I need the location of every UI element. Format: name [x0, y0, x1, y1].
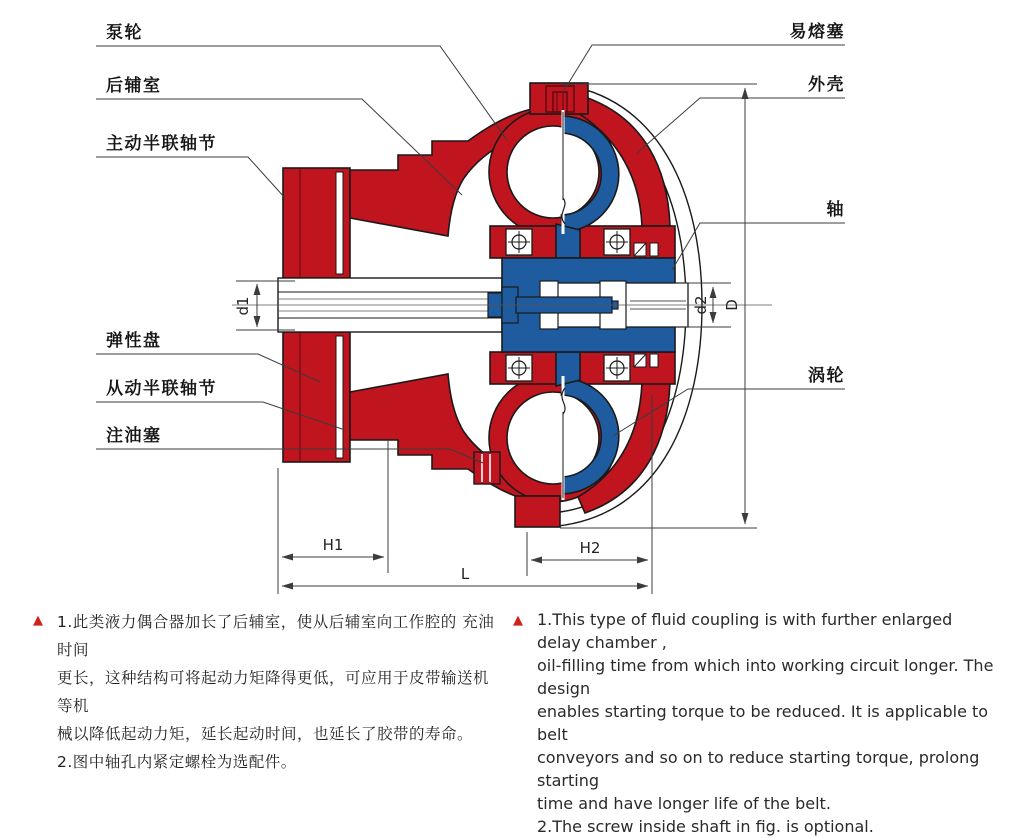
triangle-bullet-icon: ▲	[513, 613, 523, 628]
note-chinese	[33, 608, 501, 776]
label-casing: 外壳	[808, 75, 845, 95]
label-pump-wheel: 泵轮	[106, 23, 143, 43]
note-english	[513, 608, 999, 838]
note-en-line-3: enables starting torque to be reduced. It is applicable to belt	[537, 702, 989, 744]
note-zh-line-4: 2.图中轴孔内紧定螺栓为选配件。	[57, 753, 297, 771]
note-en-line-4: conveyors and so on to reduce starting torque, prolong starting	[537, 748, 980, 790]
dim-L: L	[460, 565, 470, 583]
note-zh-line-1: 1.此类液力偶合器加长了后辅室，使从后辅室向工作腔的 充油时间	[57, 613, 495, 659]
part-fusible-plug	[530, 83, 588, 114]
note-zh-line-3: 械以降低起动力矩，延长起动时间，也延长了胶带的寿命。	[57, 725, 474, 743]
label-rear-chamber: 后辅室	[106, 76, 162, 96]
dim-H2: H2	[579, 539, 601, 557]
label-driven-half-coupling: 从动半联轴节	[106, 379, 217, 399]
dim-H1: H1	[322, 536, 344, 554]
part-labels	[106, 21, 845, 446]
leader-lines	[96, 45, 845, 463]
flange-slot-top	[336, 172, 343, 274]
label-turbine: 涡轮	[808, 366, 845, 386]
label-driving-half-coupling: 主动半联轴节	[106, 134, 217, 154]
dim-d1: d1	[234, 296, 252, 316]
dim-d2: d2	[692, 295, 710, 315]
note-en-line-5: time and have longer life of the belt.	[537, 794, 831, 813]
flange-slot-bottom	[336, 336, 343, 458]
note-en-line-1: 1.This type of fluid coupling is with further enlarged delay chamber ,	[537, 610, 953, 652]
notes-section	[0, 608, 1013, 838]
note-en-line-2: oil-filling time from which into working circuit longer. The design	[537, 656, 994, 698]
label-shaft: 轴	[826, 200, 845, 220]
label-oil-plug: 注油塞	[106, 426, 162, 446]
dim-D: D	[723, 299, 741, 311]
label-fusible-plug: 易熔塞	[789, 22, 845, 42]
note-chinese-body	[57, 608, 501, 776]
note-english-body	[537, 608, 999, 838]
label-elastic-disc: 弹性盘	[106, 331, 162, 351]
triangle-bullet-icon: ▲	[33, 613, 43, 628]
part-oil-filling-plug	[474, 452, 500, 484]
note-zh-line-2: 更长，这种结构可将起动力矩降得更低，可应用于皮带输送机等机	[57, 669, 490, 715]
note-en-line-6: 2.The screw inside shaft in fig. is optional.	[537, 817, 874, 836]
